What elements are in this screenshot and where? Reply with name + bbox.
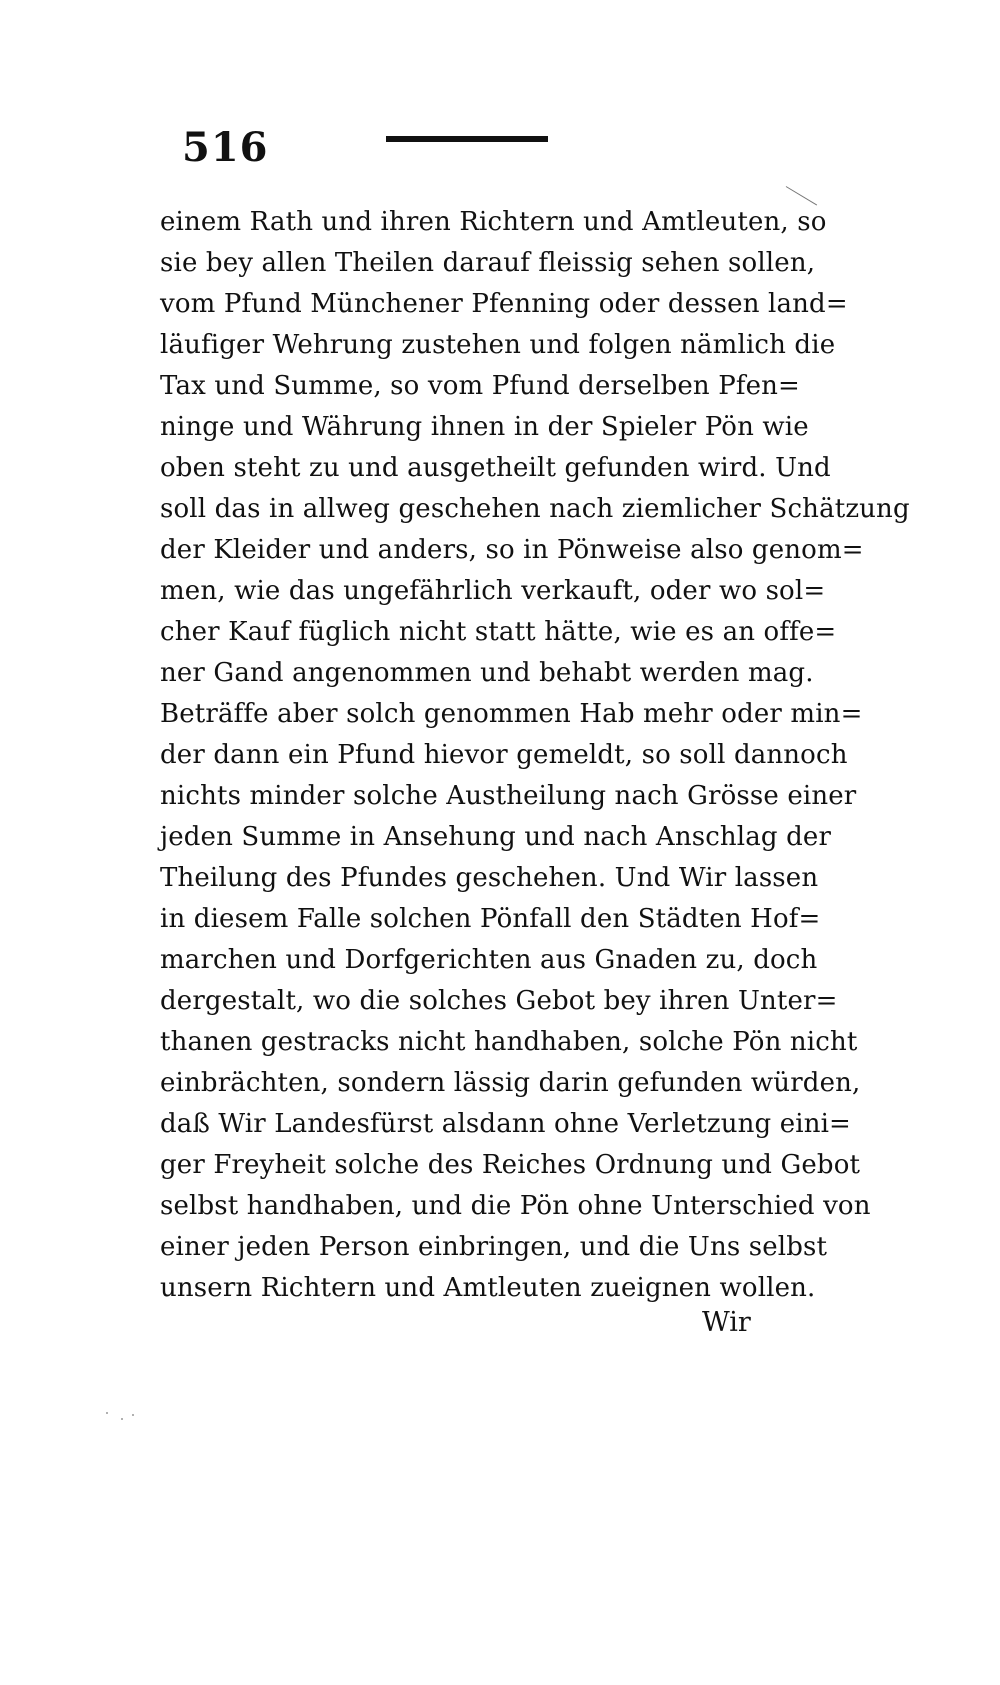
text-line: einem Rath und ihren Richtern und Amtleuten, so — [160, 207, 827, 237]
text-line: thanen gestracks nicht handhaben, solche Pön nicht — [160, 1027, 858, 1057]
text-line: ninge und Währung ihnen in der Spieler Pön wie — [160, 412, 809, 442]
text-line: ger Freyheit solche des Reiches Ordnung und Gebot — [160, 1150, 861, 1180]
text-line: oben steht zu und ausgetheilt gefunden wird. Und — [160, 453, 831, 483]
scan-speck — [106, 1412, 108, 1414]
text-line: unsern Richtern und Amtleuten zueignen wollen. — [160, 1273, 816, 1303]
text-line: marchen und Dorfgerichten aus Gnaden zu, doch — [160, 945, 818, 975]
body-text — [160, 202, 910, 1309]
page-number: 516 — [182, 124, 269, 171]
text-line: Tax und Summe, so vom Pfund derselben Pfen= — [160, 371, 800, 401]
text-line: cher Kauf füglich nicht statt hätte, wie es an offe= — [160, 617, 837, 647]
text-line: jeden Summe in Ansehung und nach Anschlag der — [160, 822, 832, 852]
text-line: men, wie das ungefährlich verkauft, oder wo sol= — [160, 576, 826, 606]
text-line: Theilung des Pfundes geschehen. Und Wir lassen — [160, 863, 819, 893]
text-line: Beträffe aber solch genommen Hab mehr oder min= — [160, 699, 863, 729]
scan-speck — [132, 1414, 134, 1416]
text-line: nichts minder solche Austheilung nach Grösse einer — [160, 781, 857, 811]
text-line: einbrächten, sondern lässig darin gefunden würden, — [160, 1068, 861, 1098]
text-line: einer jeden Person einbringen, und die Uns selbst — [160, 1232, 828, 1262]
catchword: Wir — [702, 1307, 751, 1338]
text-line: in diesem Falle solchen Pönfall den Städten Hof= — [160, 904, 821, 934]
scan-mark — [786, 186, 817, 205]
text-line: sie bey allen Theilen darauf fleissig sehen sollen, — [160, 248, 816, 278]
text-line: vom Pfund Münchener Pfenning oder dessen land= — [160, 289, 848, 319]
header-rule — [386, 136, 548, 142]
text-line: selbst handhaben, und die Pön ohne Unterschied von — [160, 1191, 871, 1221]
text-line: läufiger Wehrung zustehen und folgen nämlich die — [160, 330, 836, 360]
text-line: dergestalt, wo die solches Gebot bey ihren Unter= — [160, 986, 838, 1016]
text-line: ner Gand angenommen und behabt werden mag. — [160, 658, 814, 688]
text-line: soll das in allweg geschehen nach ziemlicher Schätzung — [160, 494, 910, 524]
text-line: der dann ein Pfund hievor gemeldt, so soll dannoch — [160, 740, 848, 770]
text-line: daß Wir Landesfürst alsdann ohne Verletzung eini= — [160, 1109, 851, 1139]
text-line: der Kleider und anders, so in Pönweise also genom= — [160, 535, 864, 565]
scan-speck — [121, 1418, 123, 1420]
